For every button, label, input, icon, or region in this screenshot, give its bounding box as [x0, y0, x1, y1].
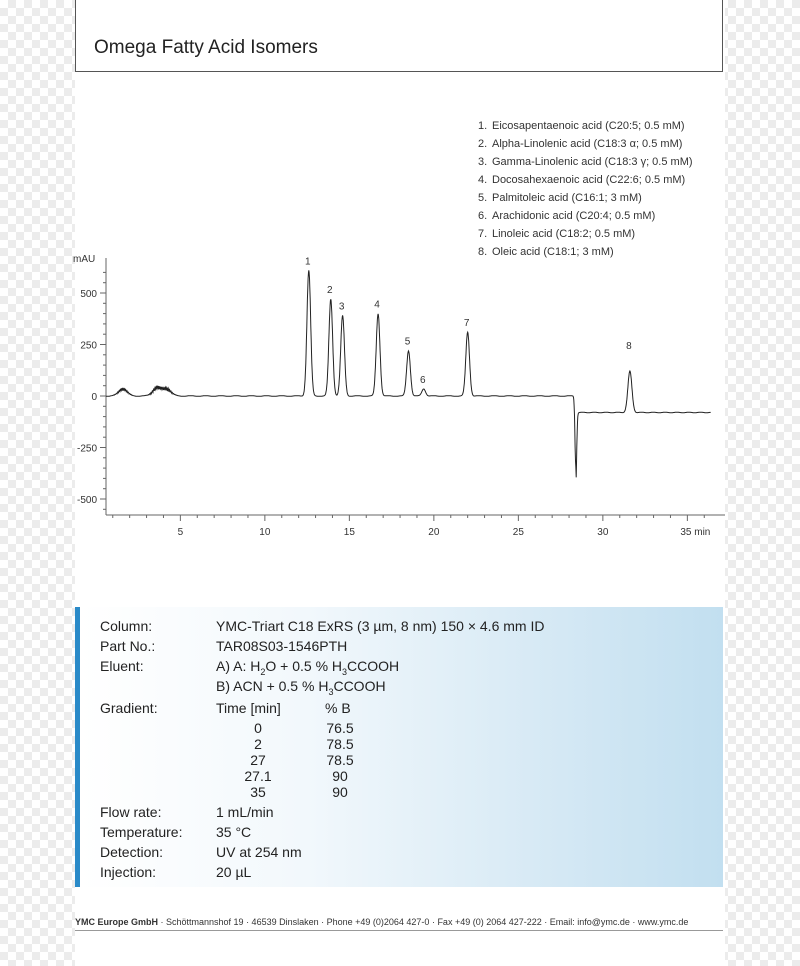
footer: [75, 917, 723, 927]
injection-label: Injection:: [100, 864, 157, 880]
gradient-b-cell: 76.5: [326, 720, 354, 736]
gradient-b-cell: 90: [332, 768, 348, 784]
chromatogram-trace-group: [106, 270, 711, 477]
footer-divider: [75, 930, 723, 931]
gradient-b-cell: 78.5: [326, 752, 354, 768]
gradient-b-cell: 78.5: [326, 736, 354, 752]
legend-number: 6.: [478, 210, 488, 222]
eluent-b-part: CCOOH: [333, 678, 386, 694]
x-tick-label: 20: [428, 527, 440, 538]
eluent-label: Eluent:: [100, 658, 144, 674]
eluent-a-part: A) A: H: [216, 658, 261, 674]
conditions-panel: [75, 607, 723, 887]
gradient-time-cell: 2: [254, 736, 262, 752]
y-tick-label: 500: [80, 289, 97, 300]
gradient-time-cell: 27: [250, 752, 266, 768]
legend-text: Oleic acid (C18:1; 3 mM): [492, 246, 614, 258]
peak-label: 5: [404, 336, 411, 348]
x-tick-label: 15: [343, 527, 355, 538]
eluent-a-subscript: 2: [260, 666, 266, 677]
peak-label: 7: [463, 318, 470, 330]
gradient-time-cell: 35: [250, 784, 266, 800]
temperature-label: Temperature:: [100, 824, 183, 840]
legend-number: 1.: [478, 120, 488, 132]
detection-label: Detection:: [100, 844, 164, 860]
legend-number: 2.: [478, 138, 488, 150]
column-label: Column:: [100, 618, 153, 634]
peak-labels: [305, 256, 632, 385]
legend-text: Linoleic acid (C18:2; 0.5 mM): [492, 228, 636, 240]
y-tick-label: 0: [91, 392, 97, 403]
eluent-a-part: CCOOH: [347, 658, 400, 674]
flow-value: 1 mL/min: [216, 804, 274, 820]
gradient-time-cell: 0: [254, 720, 262, 736]
eluent-a-value: [216, 658, 399, 677]
eluent-b-subscript: 3: [328, 686, 334, 697]
chromatogram-trace: [106, 270, 711, 477]
x-tick-label: 10: [259, 527, 271, 538]
y-tick-label: 250: [80, 340, 97, 352]
y-tick-label: -500: [76, 495, 97, 506]
y-tick-label: -250: [76, 443, 97, 455]
legend-text: Gamma-Linolenic acid (C18:3 γ; 0.5 mM): [492, 156, 693, 168]
peak-label: 3: [338, 301, 345, 313]
detection-value: UV at 254 nm: [216, 844, 302, 860]
peak-label: 4: [374, 299, 380, 311]
eluent-b-part: B) ACN + 0.5 % H: [216, 678, 329, 694]
gradient-time-cell: 27.1: [244, 768, 272, 784]
eluent-a-subscript: 3: [342, 666, 348, 677]
gradient-label: Gradient:: [100, 700, 158, 716]
page-title: Omega Fatty Acid Isomers: [94, 37, 318, 58]
gradient-b-header: % B: [325, 700, 351, 716]
part-label: Part No.:: [100, 638, 156, 654]
legend-text: Docosahexaenoic acid (C22:6; 0.5 mM): [492, 174, 686, 186]
peak-label: 8: [626, 340, 632, 352]
footer-company: YMC Europe GmbH: [75, 917, 159, 927]
legend-number: 5.: [478, 192, 488, 204]
footer-address: · Schöttmannshof 19 · 46539 Dinslaken · Phone +49 (0)2064 427-0 · Fax +49 (0) 2064 427-222 · Email: info@ymc.de · www.ymc.de: [158, 917, 689, 927]
temperature-value: 35 °C: [216, 824, 252, 840]
legend-number: 7.: [478, 228, 488, 240]
x-tick-label: 30: [597, 527, 609, 538]
peak-label: 1: [305, 256, 311, 268]
column-value: YMC-Triart C18 ExRS (3 µm, 8 nm) 150 × 4.6 mm ID: [216, 618, 545, 634]
x-tick-label: 35 min: [680, 527, 711, 538]
gradient-b-cell: 90: [332, 784, 348, 800]
legend-text: Arachidonic acid (C20:4; 0.5 mM): [492, 210, 656, 222]
legend-number: 8.: [478, 246, 488, 258]
eluent-a-part: O + 0.5 % H: [265, 658, 343, 674]
gradient-time-header: Time [min]: [216, 700, 281, 716]
legend-text: Alpha-Linolenic acid (C18:3 α; 0.5 mM): [492, 138, 683, 150]
peak-label: 6: [419, 374, 426, 386]
legend-text: Palmitoleic acid (C16:1; 3 mM): [492, 192, 642, 204]
legend-text: Eicosapentaenoic acid (C20:5; 0.5 mM): [492, 120, 685, 132]
legend-number: 4.: [478, 174, 488, 186]
peak-label: 2: [326, 285, 333, 297]
eluent-b-value: [216, 678, 386, 697]
x-tick-label: 25: [512, 527, 524, 538]
part-value: TAR08S03-1546PTH: [216, 638, 348, 654]
x-tick-label: 5: [177, 527, 184, 538]
legend-number: 3.: [478, 156, 488, 168]
flow-label: Flow rate:: [100, 804, 162, 820]
injection-value: 20 µL: [216, 864, 252, 880]
y-axis-unit-label: mAU: [73, 254, 96, 265]
